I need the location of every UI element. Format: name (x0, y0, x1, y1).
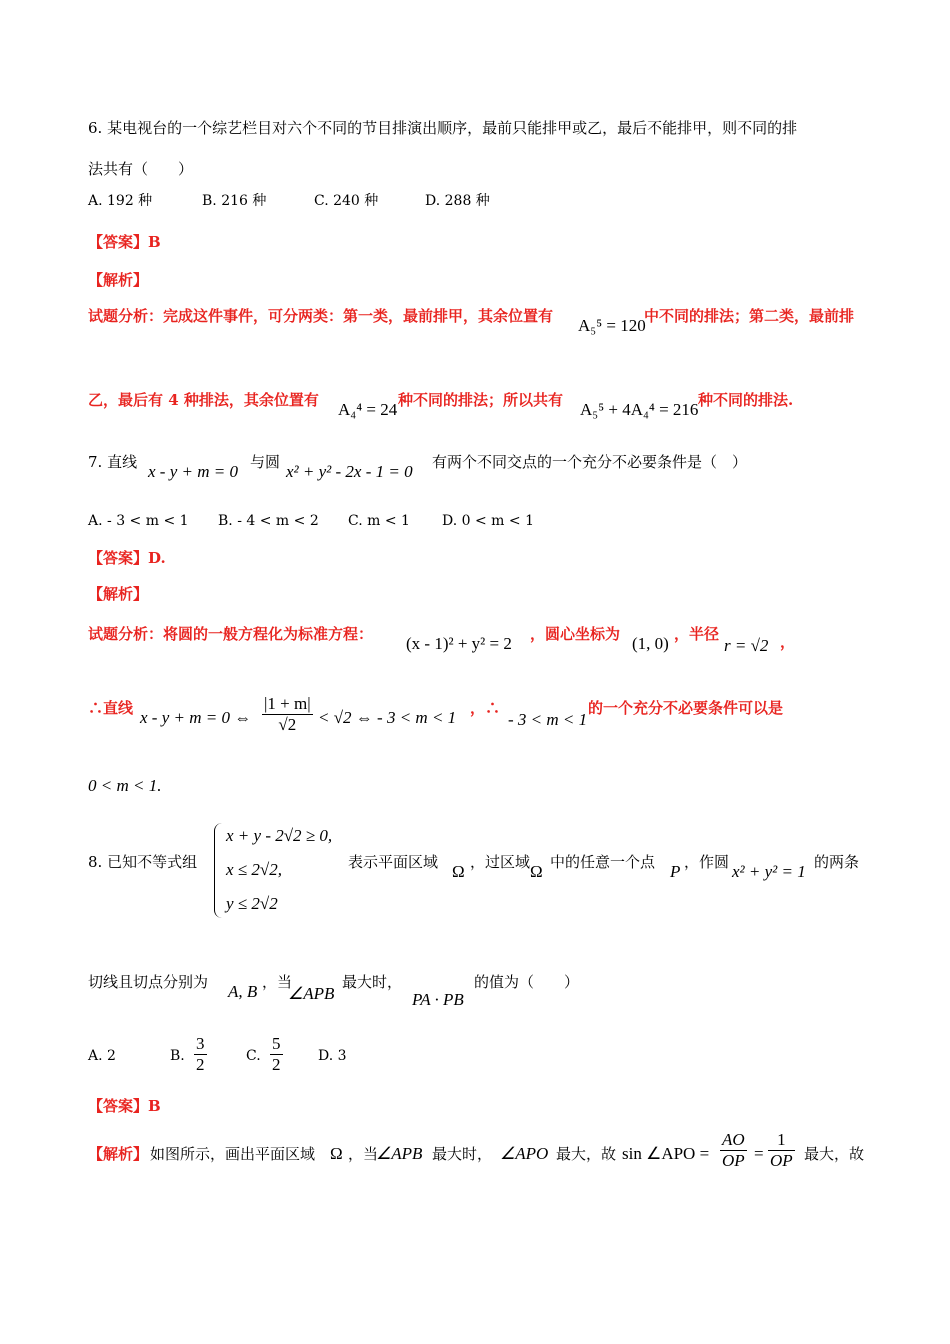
q8-fraction-2-denominator: OP (770, 1151, 793, 1170)
q6-option-d: D. 288 种 (425, 193, 490, 209)
q8-analysis-math1: Ω (330, 1144, 343, 1163)
q7-analysis-math-2c: - 3 < m < 1 (508, 710, 588, 729)
q7-option-c: C. m < 1 (348, 513, 410, 529)
q8-system-row-3: y ≤ 2√2 (226, 894, 278, 913)
q7-stem-a: 7. 直线 (88, 453, 138, 471)
q7-analysis-math-1a: (x - 1)² + y² = 2 (406, 634, 512, 653)
q8-option-c-label: C. (246, 1048, 261, 1064)
q8-analysis-label: 【解析】 (88, 1145, 149, 1163)
q7-stem-b: 与圆 (250, 453, 281, 471)
q7-stem-c: 有两个不同交点的一个充分不必要条件是（ ） (432, 453, 748, 471)
q8-fraction-1-denominator: OP (722, 1151, 745, 1170)
q6-option-a: A. 192 种 (88, 193, 153, 209)
q6-analysis-text-1a: 试题分析：完成这件事件，可分两类：第一类，最前排甲，其余位置有 (88, 307, 554, 325)
q6-analysis-math-2a: A₄⁴ = 24 (338, 400, 398, 419)
q8-stem-d: 中的任意一个点 (550, 853, 656, 871)
q7-analysis-text-1c: ，半径 (674, 625, 720, 643)
q7-option-d: D. 0 < m < 1 (442, 513, 534, 529)
q8-option-b-label: B. (170, 1048, 185, 1064)
q8-analysis-fraction-1 (720, 1130, 747, 1171)
q7-analysis-label: 【解析】 (88, 585, 149, 603)
q6-analysis-text-2c: 种不同的排法. (698, 391, 794, 409)
q6-analysis-text-1b: 中不同的排法；第二类，最前排 (644, 307, 855, 325)
q7-stem-math1: x - y + m = 0 (148, 462, 238, 481)
q8-option-b-denominator: 2 (196, 1055, 205, 1074)
q8-stem2-math3: PA · PB (412, 990, 464, 1009)
q8-answer: 【答案】B (88, 1097, 161, 1115)
q8-analysis-text-d: 最大，故 (556, 1145, 617, 1163)
q7-analysis-math-1b: (1, 0) (632, 634, 669, 653)
q8-analysis-text-e: 最大，故 (804, 1145, 865, 1163)
q8-fraction-1-numerator: AO (722, 1130, 745, 1149)
q8-omega-1: Ω (452, 862, 465, 881)
q8-option-b-numerator: 3 (196, 1034, 205, 1053)
q6-analysis-label: 【解析】 (88, 271, 149, 289)
q7-analysis-text-1b: ，圆心坐标为 (530, 625, 621, 643)
q8-system-row-1: x + y - 2√2 ≥ 0, (226, 826, 333, 845)
q7-analysis-fraction (262, 694, 313, 735)
q8-stem-f: 的两条 (814, 853, 860, 871)
q8-analysis-equals: = (754, 1144, 764, 1163)
q6-stem-line2: 法共有（ ） (88, 160, 194, 178)
q8-option-a: A. 2 (88, 1048, 116, 1064)
q6-answer: 【答案】B (88, 233, 161, 251)
q6-analysis-text-2b: 种不同的排法；所以共有 (398, 391, 564, 409)
q8-analysis-text-b: ，当 (348, 1145, 379, 1163)
q6-analysis-math-1: A₅⁵ = 120 (578, 316, 646, 335)
q8-stem2-math1: A, B (228, 982, 258, 1001)
q6-analysis-text-2a: 乙，最后有 4 种排法，其余位置有 (88, 391, 319, 409)
q7-analysis-text-2b: ，∴ (470, 699, 501, 717)
q8-analysis-math4: sin ∠APO = (622, 1144, 710, 1163)
q7-analysis-text-2c: 的一个充分不必要条件可以是 (588, 699, 784, 717)
q8-stem2-math2: ∠APB (288, 984, 335, 1003)
q6-analysis-line1 (88, 306, 553, 326)
q8-stem-c: ，过区域 (470, 853, 531, 871)
q8-stem-b: 表示平面区域 (348, 853, 439, 871)
q8-option-c-denominator: 2 (272, 1055, 281, 1074)
q6-analysis-math-2b: A₅⁵ + 4A₄⁴ = 216 (580, 400, 699, 419)
q7-analysis-text-2a: ∴直线 (88, 699, 134, 717)
q8-fraction-2-numerator: 1 (777, 1130, 786, 1149)
q8-stem2-b: ，当 (262, 973, 293, 991)
q7-analysis-math-1c: r = √2 (724, 636, 769, 655)
q8-analysis-text-c: 最大时， (432, 1145, 493, 1163)
q8-analysis-text-a: 如图所示，画出平面区域 (150, 1145, 316, 1163)
q7-option-a: A. - 3 < m < 1 (88, 513, 189, 529)
q6-stem-line1: 6. 某电视台的一个综艺栏目对六个不同的节目排演出顺序，最前只能排甲或乙，最后不能排甲，则不同的排 (88, 119, 798, 137)
q8-stem2-d: 的值为（ ） (474, 973, 580, 991)
q8-circle: x² + y² = 1 (732, 862, 806, 881)
q8-point-p: P (670, 862, 681, 881)
q8-option-c-numerator: 5 (272, 1034, 281, 1053)
q8-option-d: D. 3 (318, 1048, 347, 1064)
q8-stem-a: 8. 已知不等式组 (88, 853, 198, 871)
q6-option-b: B. 216 种 (202, 193, 267, 209)
q8-stem-e: ，作圆 (684, 853, 730, 871)
q8-system-row-2: x ≤ 2√2, (226, 860, 282, 879)
q8-option-c-fraction (270, 1034, 283, 1075)
q8-system-brace (214, 823, 223, 918)
q7-analysis-text-1a: 试题分析：将圆的一般方程化为标准方程： (88, 625, 374, 643)
q8-analysis-math3: ∠APO (500, 1144, 549, 1163)
q7-answer: 【答案】D. (88, 549, 166, 567)
q6-option-c: C. 240 种 (314, 193, 379, 209)
q7-analysis-math-2b: < √2 ⇔ - 3 < m < 1 (318, 708, 457, 727)
q8-stem2-c: 最大时， (342, 973, 403, 991)
q8-omega-2: Ω (530, 862, 543, 881)
q7-analysis-math-2a: x - y + m = 0 ⇔ (140, 708, 252, 727)
q7-analysis-line3: 0 < m < 1. (88, 776, 162, 795)
q7-fraction-numerator: |1 + m| (264, 694, 311, 713)
q7-fraction-denominator: √2 (262, 714, 313, 735)
q8-analysis-fraction-2 (768, 1130, 795, 1171)
q8-option-b-fraction (194, 1034, 207, 1075)
q7-stem-math2: x² + y² - 2x - 1 = 0 (286, 462, 413, 481)
q8-analysis-math2: ∠APB (376, 1144, 423, 1163)
q8-stem2-a: 切线且切点分别为 (88, 973, 209, 991)
q7-option-b: B. - 4 < m < 2 (218, 513, 319, 529)
q7-analysis-text-1d: ， (780, 633, 796, 651)
